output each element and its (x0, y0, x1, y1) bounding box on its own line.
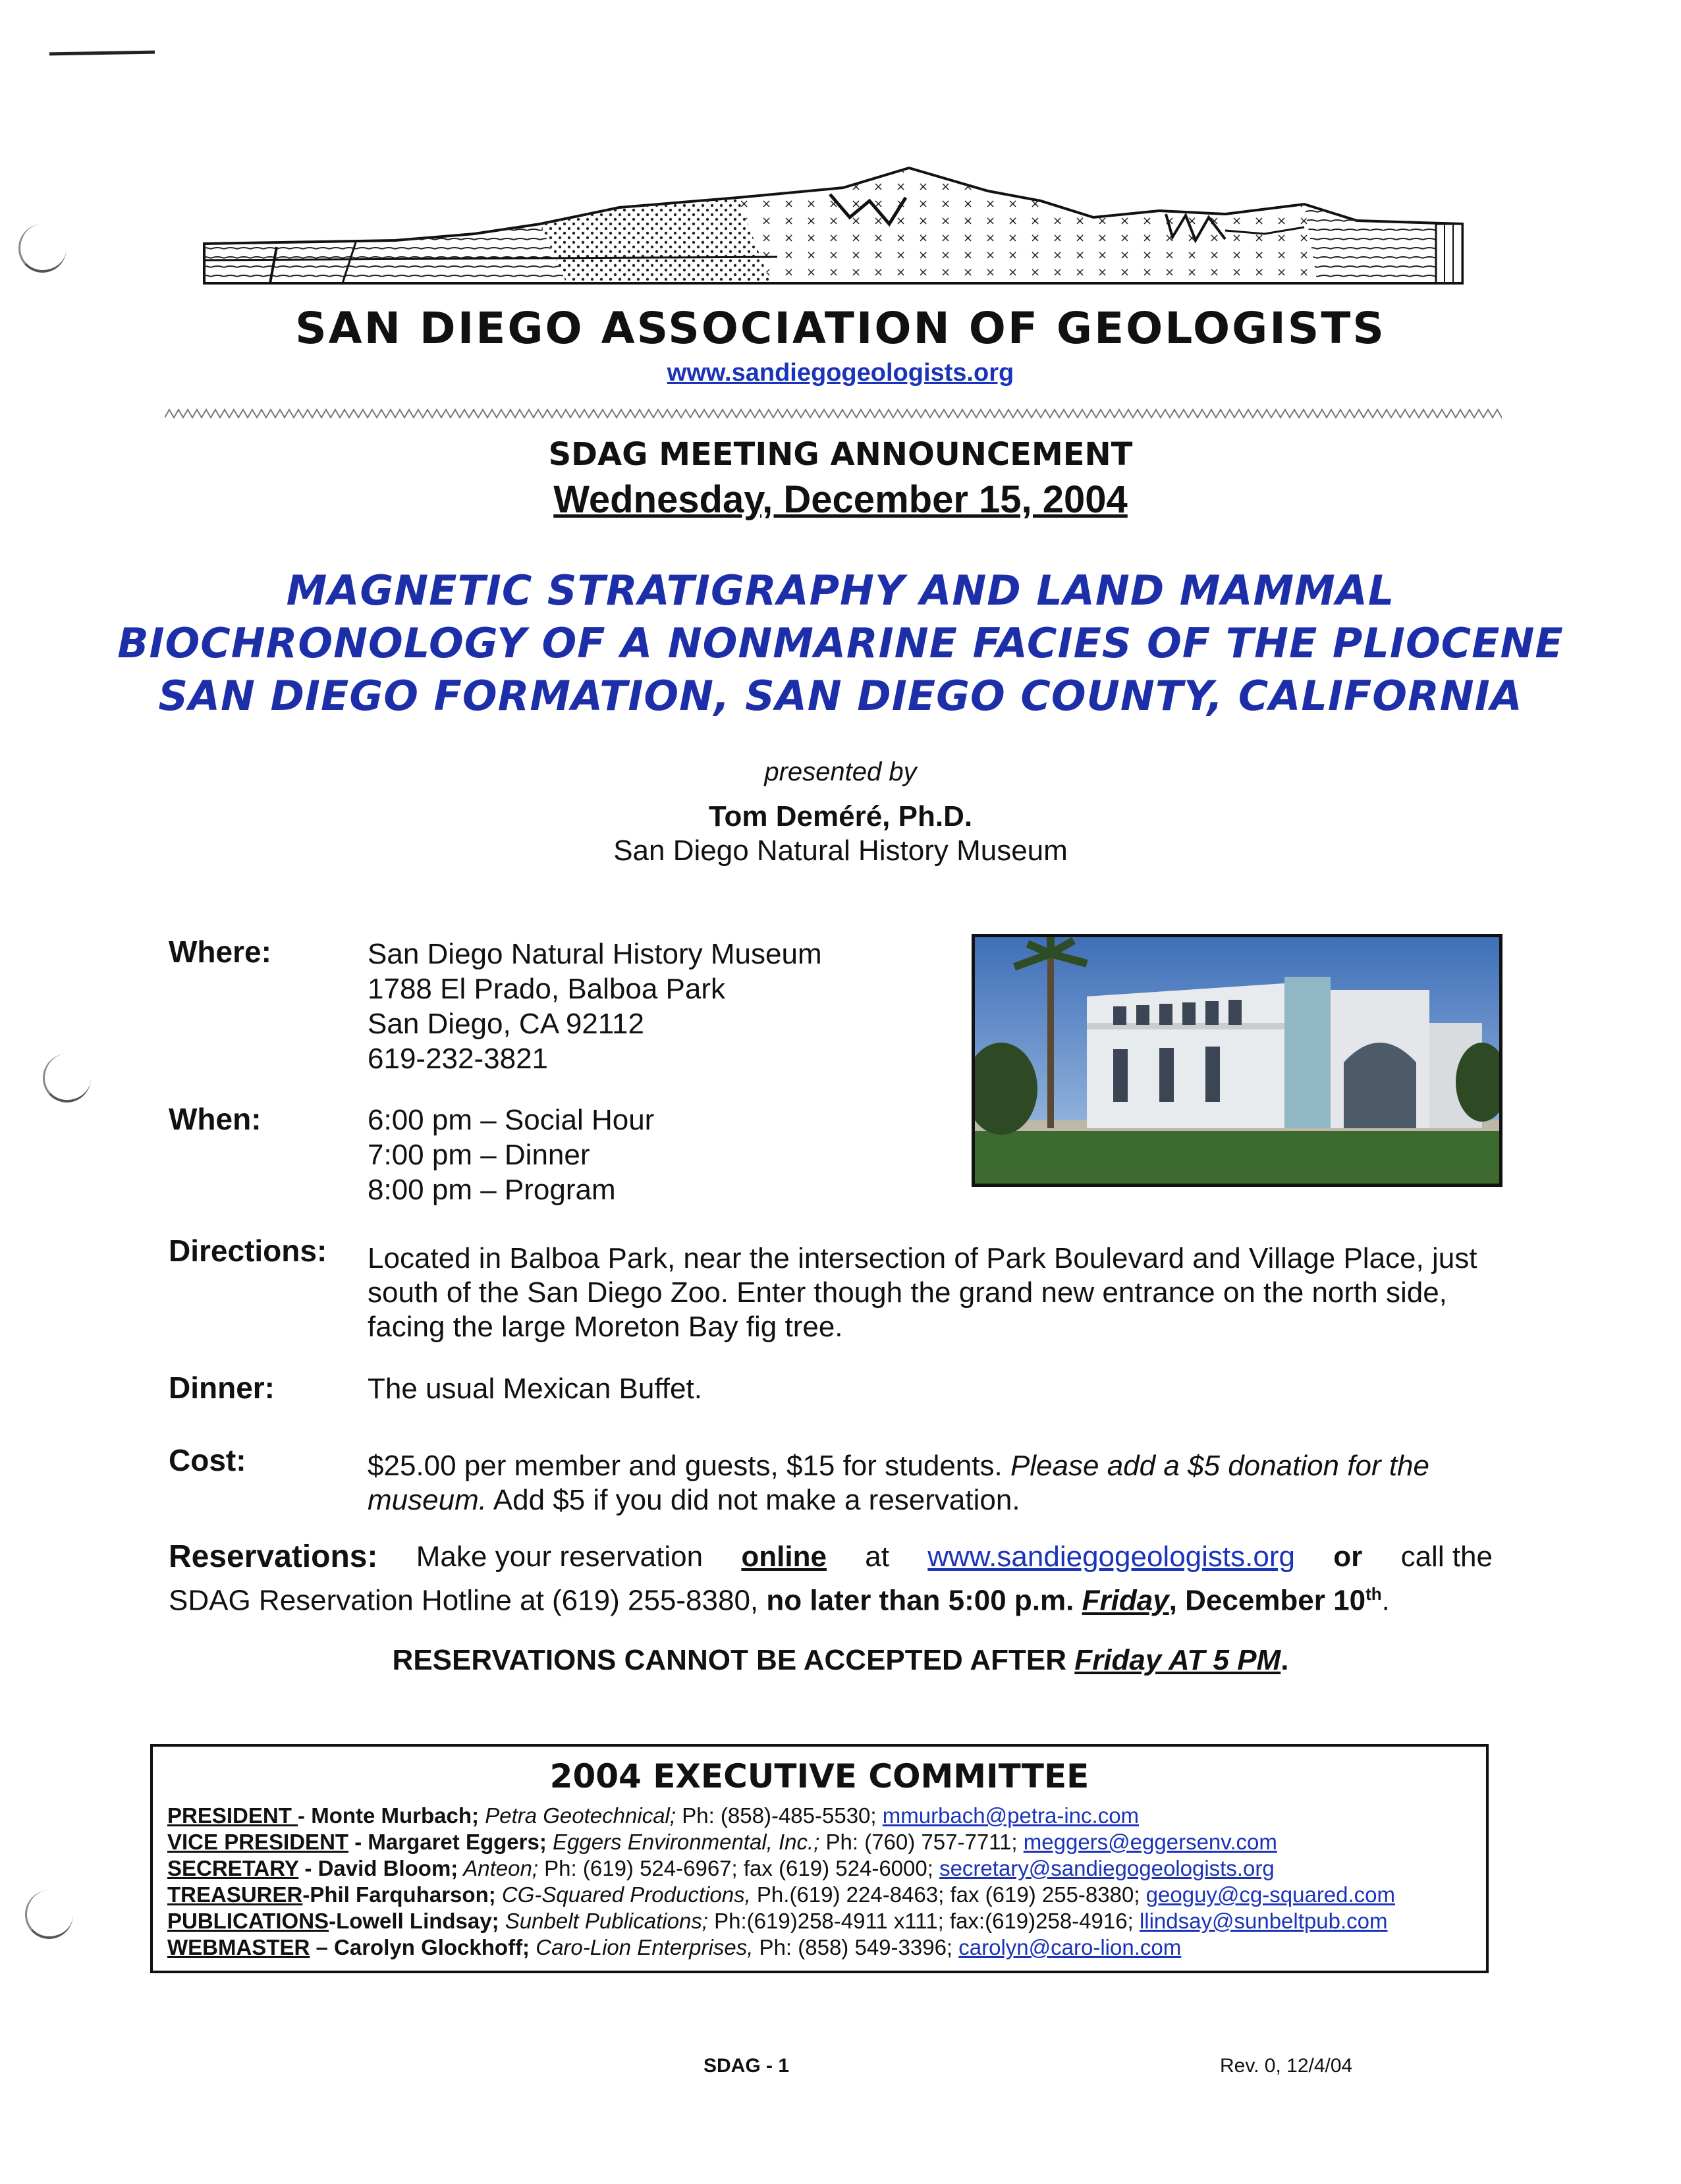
committee-member-row: VICE PRESIDENT - Margaret Eggers; Eggers Environmental, Inc.; Ph: (760) 757-7711; meggers@eggersenv.com (167, 1830, 1277, 1854)
meeting-date: Wednesday, December 15, 2004 (553, 478, 1128, 521)
member-email-link[interactable]: secretary@sandiegogeologists.org (939, 1856, 1275, 1880)
dinner-text: The usual Mexican Buffet. (368, 1373, 702, 1405)
member-company: Caro-Lion Enterprises, (530, 1935, 754, 1959)
page-number: SDAG - 1 (703, 2055, 790, 2077)
dinner-label: Dinner: (169, 1371, 275, 1405)
member-contact: Ph: (760) 757-7711; (819, 1830, 1024, 1854)
scan-mark (49, 51, 155, 56)
member-role: TREASURER (167, 1882, 303, 1907)
reservations-block: Reservations: Make your reservation online at www.sandiegogeologists.org or call the SDAG Reservation Hotline at (619) 255-8380, no later than 5:00 p.m. Friday, December 10th. (169, 1539, 1493, 1617)
member-company: Eggers Environmental, Inc.; (546, 1830, 820, 1854)
member-email-link[interactable]: geoguy@cg-squared.com (1145, 1882, 1396, 1907)
committee-member-row: SECRETARY - David Bloom; Anteon; Ph: (619) 524-6967; fax (619) 524-6000; secretary@sandiegogeologists.org (167, 1856, 1275, 1880)
talk-title-line-1: MAGNETIC STRATIGRAPHY AND LAND MAMMAL (286, 566, 1395, 614)
member-name: David Bloom; (317, 1856, 458, 1880)
talk-title-line-3: SAN DIEGO FORMATION, SAN DIEGO COUNTY, CALIFORNIA (158, 672, 1523, 720)
member-name: Carolyn Glockhoff; (334, 1935, 530, 1959)
member-role: SECRETARY (167, 1856, 299, 1880)
where-value: San Diego Natural History Museum 1788 El Prado, Balboa Park San Diego, CA 92112 619-232-3821 (368, 938, 822, 1075)
member-company: Anteon; (458, 1856, 538, 1880)
committee-member-row: PUBLICATIONS-Lowell Lindsay; Sunbelt Publications; Ph:(619)258-4911 x111; fax:(619)258-4916; llindsay@sunbeltpub.com (167, 1909, 1388, 1933)
member-name: Lowell Lindsay; (336, 1909, 499, 1933)
member-email-link[interactable]: llindsay@sunbeltpub.com (1139, 1909, 1388, 1933)
speaker-affiliation: San Diego Natural History Museum (613, 834, 1068, 867)
member-company: CG-Squared Productions, (495, 1882, 751, 1907)
when-label: When: (169, 1102, 262, 1136)
member-role: PUBLICATIONS (167, 1909, 329, 1933)
member-email-link[interactable]: meggers@eggersenv.com (1023, 1830, 1277, 1854)
binder-hole-bottom (25, 1890, 73, 1939)
announcement-label: SDAG MEETING ANNOUNCEMENT (548, 436, 1133, 473)
member-contact: Ph: (619) 524-6967; fax (619) 524-6000; (538, 1856, 940, 1880)
member-name: Margaret Eggers; (368, 1830, 547, 1854)
directions-text: Located in Balboa Park, near the intersection of Park Boulevard and Village Place, just south of the San Diego Zoo. Enter though the grand new entrance on the north side, facing the large Moreton Bay fig tree. (368, 1242, 1477, 1343)
decorative-divider (165, 407, 1502, 422)
cost-text: $25.00 per member and guests, $15 for students. Please add a $5 donation for the museum. Add $5 if you did not make a reservation. (368, 1450, 1429, 1516)
member-role: VICE PRESIDENT (167, 1830, 349, 1854)
member-contact: Ph.(619) 224-8463; fax (619) 255-8380; (750, 1882, 1146, 1907)
committee-member-row: PRESIDENT - Monte Murbach; Petra Geotechnical; Ph: (858)-485-5530; mmurbach@petra-inc.com (167, 1803, 1140, 1828)
reservation-website-link[interactable]: www.sandiegogeologists.org (927, 1541, 1295, 1573)
member-email-link[interactable]: mmurbach@petra-inc.com (882, 1803, 1140, 1828)
member-email-link[interactable]: carolyn@caro-lion.com (958, 1935, 1182, 1959)
committee-member-row: TREASURER-Phil Farquharson; CG-Squared Productions, Ph.(619) 224-8463; fax (619) 255-8380; geoguy@cg-squared.com (167, 1882, 1396, 1907)
when-value: 6:00 pm – Social Hour 7:00 pm – Dinner 8:00 pm – Program (368, 1104, 655, 1206)
museum-photo (972, 934, 1502, 1187)
committee-member-row: WEBMASTER – Carolyn Glockhoff; Caro-Lion Enterprises, Ph: (858) 549-3396; carolyn@caro-lion.com (167, 1935, 1182, 1959)
committee-title: 2004 EXECUTIVE COMMITTEE (549, 1757, 1089, 1795)
where-label: Where: (169, 935, 271, 969)
geologic-cross-section-logo (198, 161, 1469, 293)
org-website-link[interactable]: www.sandiegogeologists.org (667, 359, 1014, 387)
member-role: PRESIDENT (167, 1803, 298, 1828)
presented-by-label: presented by (764, 757, 917, 786)
reservation-warning: RESERVATIONS CANNOT BE ACCEPTED AFTER Friday AT 5 PM. (392, 1644, 1289, 1676)
member-company: Petra Geotechnical; (479, 1803, 676, 1828)
org-name: SAN DIEGO ASSOCIATION OF GEOLOGISTS (295, 303, 1386, 354)
member-name: Phil Farquharson; (310, 1882, 496, 1907)
member-name: Monte Murbach; (311, 1803, 480, 1828)
member-company: Sunbelt Publications; (499, 1909, 708, 1933)
online-link[interactable]: online (741, 1541, 827, 1573)
member-contact: Ph: (858) 549-3396; (753, 1935, 959, 1959)
binder-hole-top (18, 224, 67, 273)
revision-note: Rev. 0, 12/4/04 (1220, 2055, 1353, 2077)
member-contact: Ph: (858)-485-5530; (676, 1803, 883, 1828)
member-contact: Ph:(619)258-4911 x111; fax:(619)258-4916; (707, 1909, 1140, 1933)
executive-committee-box (150, 1744, 1489, 1973)
member-role: WEBMASTER (167, 1935, 310, 1959)
reservations-label: Reservations: (169, 1539, 378, 1574)
cost-label: Cost: (169, 1443, 246, 1477)
speaker-name: Tom Deméré, Ph.D. (708, 800, 973, 833)
binder-hole-middle (43, 1054, 91, 1103)
talk-title-line-2: BIOCHRONOLOGY OF A NONMARINE FACIES OF THE PLIOCENE (117, 619, 1564, 667)
directions-label: Directions: (169, 1234, 327, 1268)
